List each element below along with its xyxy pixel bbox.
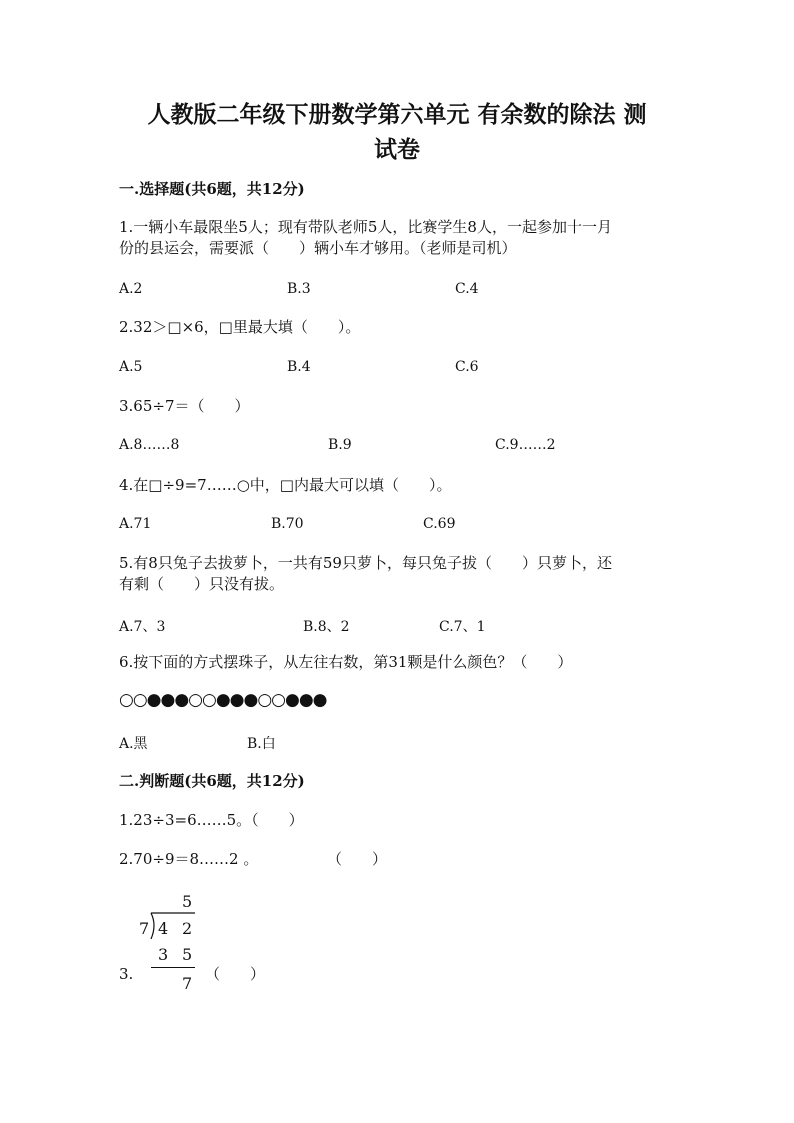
division-subtraction-line — [151, 967, 195, 968]
q6-text: 6.按下面的方式摆珠子，从左往右数，第31颗是什么颜色？（ ） — [119, 653, 573, 671]
q5-line1: 5.有8只兔子去拔萝卜，一共有59只萝卜，每只兔子拔（ ）只萝卜，还 — [119, 554, 612, 572]
q1-option-b: B.3 — [287, 281, 311, 297]
q3-option-a: A.8……8 — [119, 437, 180, 453]
q1-option-a: A.2 — [119, 281, 143, 297]
section1-heading: 一.选择题(共6题，共12分) — [119, 180, 305, 198]
judge-q2-paren: （ ） — [327, 850, 388, 868]
division-dividend-digit: 2 — [182, 919, 193, 938]
q5-line2: 有剩（ ）只没有拔。 — [119, 575, 285, 593]
judge-q1-text: 1.23÷3=6……5。（ ） — [119, 811, 304, 829]
division-dividend-digit: 4 — [158, 919, 169, 938]
q1-line2: 份的县运会，需要派（ ）辆小车才够用。（老师是司机） — [119, 239, 517, 257]
q4-option-b: B.70 — [271, 516, 304, 532]
judge-q3-paren: （ ） — [205, 965, 266, 983]
division-product-digit: 5 — [182, 945, 193, 964]
judge-q3-number: 3. — [119, 965, 134, 983]
q6-option-b: B.白 — [247, 736, 276, 752]
q5-option-c: C.7、1 — [439, 619, 486, 635]
q2-option-c: C.6 — [455, 359, 479, 375]
q3-option-b: B.9 — [328, 437, 352, 453]
q2-text: 2.32＞□×6，□里最大填（ ）。 — [119, 318, 361, 336]
q5-option-a: A.7、3 — [119, 619, 166, 635]
division-quotient: 5 — [182, 892, 193, 911]
q1-option-c: C.4 — [455, 281, 479, 297]
q3-text: 3.65÷7＝（ ） — [119, 397, 250, 415]
q1-line1: 1.一辆小车最限坐5人；现有带队老师5人，比赛学生8人，一起参加十一月 — [119, 218, 612, 236]
q2-option-b: B.4 — [287, 359, 311, 375]
q6-option-a: A.黑 — [119, 736, 148, 752]
division-divisor: 7 — [139, 919, 150, 938]
page-title-line2: 试卷 — [374, 136, 420, 163]
q4-option-c: C.69 — [423, 516, 456, 532]
judge-q2-text: 2.70÷9＝8……2 。 — [119, 850, 259, 868]
q5-option-b: B.8、2 — [303, 619, 350, 635]
q4-text: 4.在□÷9=7……○中，□内最大可以填（ ）。 — [119, 476, 452, 494]
q2-option-a: A.5 — [119, 359, 143, 375]
q4-option-a: A.71 — [119, 516, 152, 532]
q3-option-c: C.9……2 — [495, 437, 556, 453]
division-product-digit: 3 — [158, 945, 169, 964]
section2-heading: 二.判断题(共6题，共12分) — [119, 772, 305, 790]
division-bracket — [145, 911, 201, 941]
page-title-line1: 人教版二年级下册数学第六单元 有余数的除法 测 — [147, 101, 647, 128]
q6-bead-sequence: ○○●●●○○●●●○○●●● — [119, 690, 327, 710]
division-remainder: 7 — [182, 974, 193, 993]
